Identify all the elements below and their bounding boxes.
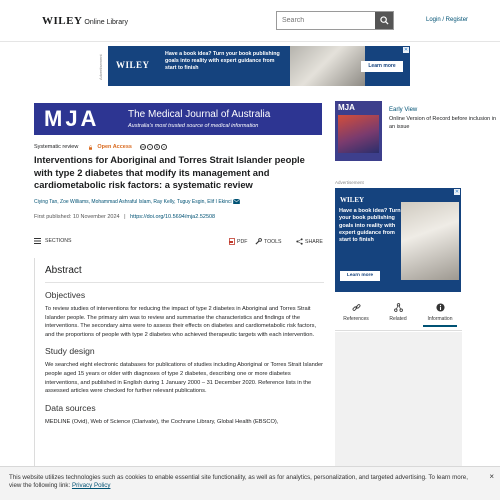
side-ad-close-icon[interactable]: ✕ <box>454 189 460 195</box>
ad-close-icon[interactable]: ✕ <box>403 47 409 53</box>
side-panel-content <box>335 332 462 472</box>
abstract-divider <box>45 282 324 283</box>
cookie-text: This website utilizes technologies such as cookies to enable essential site functionality, as well as for analytics, personalization, and targeted advertising. To learn more, view the following link: <box>9 474 468 489</box>
wiley-logo[interactable] <box>42 15 128 27</box>
article-type-row <box>34 144 167 150</box>
authors-text[interactable]: Ciying Tan, Zoe Williams, Mohammad Ashraful Islam, Ray Kelly, Tuguy Esgin, Elif I Ekinci <box>34 199 232 205</box>
ad-brand: WILEY <box>116 60 150 70</box>
side-ad-photo <box>401 202 459 280</box>
study-design-text: We searched eight electronic databases for publications of studies including Aboriginal or Torres Strait Islander people aged 15 years or older with diagnoses of type 2 diabetes, describing one or more diabetes interventions, and published in English during 1 January 2000 – 31 December 2020. Reference lists in the assessed articles were checked for further relevant publications. <box>45 362 323 395</box>
side-advertisement[interactable] <box>335 188 461 292</box>
nd-icon: = <box>162 145 165 149</box>
data-sources-heading: Data sources <box>45 402 96 413</box>
email-icon[interactable] <box>233 199 240 204</box>
cover-image <box>338 115 379 153</box>
search-icon <box>380 16 389 25</box>
pdf-icon <box>229 238 235 245</box>
doi-link[interactable]: https://doi.org/10.5694/mja2.52508 <box>130 214 216 220</box>
cookie-close-icon[interactable]: × <box>489 472 494 481</box>
side-tabs <box>335 300 462 331</box>
article-toolbar <box>34 236 324 248</box>
login-register-link[interactable]: Login / Register <box>426 17 469 23</box>
journal-name: The Medical Journal of Australia <box>128 109 271 120</box>
objectives-heading: Objectives <box>45 290 86 300</box>
top-header <box>0 0 500 42</box>
top-advertisement <box>98 46 412 88</box>
objectives-text: To review studies of interventions for reducing the impact of type 2 diabetes in Aboriginal and Torres Strait Islander people. The primary aim was to review and summarise the characteristics and findings of the interventions. The secondary aims were to assess their effects on diabetes and cardiometabolic risk factors, and the proportions of people with type 2 diabetes who achieved therapeutic targets with each intervention. <box>45 306 317 338</box>
sections-label: SECTIONS <box>45 238 72 244</box>
share-label: SHARE <box>305 238 323 245</box>
tools-label: TOOLS <box>264 238 282 245</box>
ad-text: Have a book idea? Turn your book publishing goals into reality with expert guidance from start to finish <box>165 51 280 71</box>
first-published: First published: 10 November 2024 <box>34 214 120 220</box>
journal-tagline: Australia's most trusted source of medical information <box>128 123 259 129</box>
ad-learn-more-button[interactable]: Learn more <box>361 61 403 72</box>
side-ad-text: Have a book idea? Turn your book publishing goals into reality with expert guidance from start to finish <box>339 208 401 244</box>
sections-button[interactable] <box>34 238 72 244</box>
article-title: Interventions for Aboriginal and Torres Strait Islander people with type 2 diabetes that modify its management and cardiometabolic risk factors: a systematic review <box>34 154 305 190</box>
side-ad-label: Advertisement <box>335 180 364 185</box>
share-button[interactable] <box>296 238 323 245</box>
by-icon: i <box>147 144 153 150</box>
side-ad-learn-more-button[interactable]: Learn more <box>340 271 380 281</box>
data-sources-text: MEDLINE (Ovid), Web of Science (Clarivate), the Cochrane Library, Global Health (EBSCO), <box>45 418 279 425</box>
info-icon <box>436 303 445 312</box>
search-input[interactable] <box>277 12 377 29</box>
pdf-label: PDF <box>237 238 248 245</box>
journal-abbrev: MJA <box>44 106 100 131</box>
study-design-heading: Study design <box>45 346 95 357</box>
wrench-icon <box>255 238 262 245</box>
tab-references-label: References <box>343 316 369 322</box>
pub-separator: | <box>124 214 126 220</box>
ad-label: Advertisement <box>98 54 103 80</box>
ad-photo <box>290 46 365 86</box>
logo-brand: WILEY <box>42 15 83 27</box>
link-icon <box>352 303 361 312</box>
search-box <box>276 11 394 30</box>
journal-banner[interactable] <box>34 103 322 135</box>
side-ad-brand: WILEY <box>340 196 365 204</box>
cookie-banner <box>0 466 500 500</box>
abstract-section <box>34 258 324 478</box>
network-icon <box>394 303 403 312</box>
early-view-description: Online Version of Record before inclusion in an issue <box>389 116 497 130</box>
license-icons[interactable] <box>140 144 167 150</box>
tab-references[interactable] <box>335 303 377 322</box>
cookie-notice <box>9 474 479 490</box>
privacy-policy-link[interactable]: Privacy Policy <box>71 482 111 489</box>
tools-button[interactable] <box>255 238 282 245</box>
tab-related-label: Related <box>389 316 407 322</box>
search-button[interactable] <box>375 12 393 29</box>
journal-cover[interactable] <box>335 101 382 161</box>
share-icon <box>296 238 303 245</box>
open-lock-icon <box>88 145 93 150</box>
nc-icon: $ <box>154 144 160 150</box>
cover-title: MJA <box>338 103 355 112</box>
list-icon <box>34 238 41 244</box>
tab-information[interactable] <box>419 303 461 322</box>
early-view-link[interactable]: Early View <box>389 107 418 113</box>
author-list[interactable] <box>34 199 324 205</box>
ad-banner[interactable] <box>108 46 410 86</box>
article-type: Systematic review <box>34 144 79 150</box>
logo-subtitle: Online Library <box>84 19 128 26</box>
pdf-button[interactable] <box>229 238 247 245</box>
tab-information-label: Information <box>427 316 453 322</box>
publication-info <box>34 214 215 220</box>
cc-icon: cc <box>141 145 145 149</box>
open-access-label[interactable]: Open Access <box>97 144 132 150</box>
tab-related[interactable] <box>377 303 419 322</box>
abstract-heading: Abstract <box>45 265 82 276</box>
